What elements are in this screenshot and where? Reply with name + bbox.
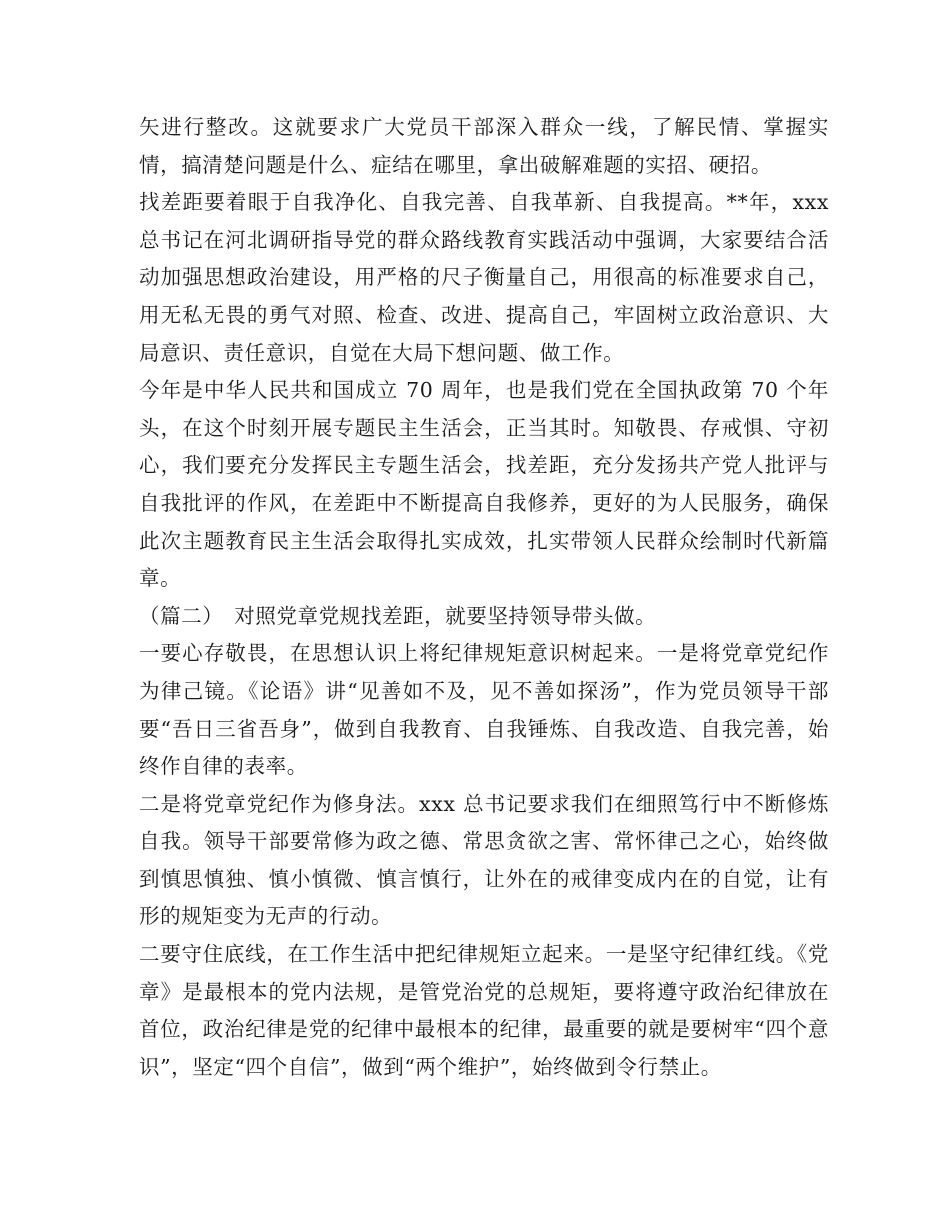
paragraph-6: 二要守住底线，在工作生活中把纪律规矩立起来。一是坚守纪律红线。《党章》是最根本的党内法规，是管党治党的总规矩，要将遵守政治纪律放在首位，政治纪律是党的纪律中最根本的纪律，最重要的就是要树牢“四个意识”，坚定“四个自信”，做到“两个维护”，始终做到令行禁止。 bbox=[139, 942, 829, 1079]
paragraph-2: 找差距要着眼于自我净化、自我完善、自我革新、自我提高。**年，xxx 总书记在河北调研指导党的群众路线教育实践活动中强调，大家要结合活动加强思想政治建设，用严格的尺子衡量自己，用很高的标准要求自己，用无私无畏的勇气对照、检查、改进、提高自己，牢固树立政治意识、大局意识、责任意识，自觉在大局下想问题、做工作。 bbox=[139, 190, 829, 365]
paragraph-1: 矢进行整改。这就要求广大党员干部深入群众一线，了解民情、掌握实情，搞清楚问题是什么、症结在哪里，拿出破解难题的实招、硬招。 bbox=[139, 115, 829, 177]
paragraph-4: 一要心存敬畏，在思想认识上将纪律规矩意识树起来。一是将党章党纪作为律己镜。《论语》讲“见善如不及，见不善如探汤”，作为党员领导干部要“吾日三省吾身”，做到自我教育、自我锤炼、自我改造、自我完善，始终作自律的表率。 bbox=[139, 641, 829, 779]
paragraph-5: 二是将党章党纪作为修身法。xxx 总书记要求我们在细照笃行中不断修炼自我。领导干部要常修为政之德、常思贪欲之害、常怀律己之心，始终做到慎思慎独、慎小慎微、慎言慎行，让外在的戒律变成内在的自觉，让有形的规矩变为无声的行动。 bbox=[139, 791, 829, 929]
paragraph-3: 今年是中华人民共和国成立 70 周年，也是我们党在全国执政第 70 个年头，在这个时刻开展专题民主生活会，正当其时。知敬畏、存戒惧、守初心，我们要充分发挥民主专题生活会，找差距，充分发扬共产党人批评与自我批评的作风，在差距中不断提高自我修养，更好的为人民服务，确保此次主题教育民主生活会取得扎实成效，扎实带领人民群众绘制时代新篇章。 bbox=[139, 378, 829, 591]
document-body bbox=[139, 109, 829, 1086]
section-heading-part-two: （篇二） 对照党章党规找差距，就要坚持领导带头做。 bbox=[139, 603, 657, 628]
